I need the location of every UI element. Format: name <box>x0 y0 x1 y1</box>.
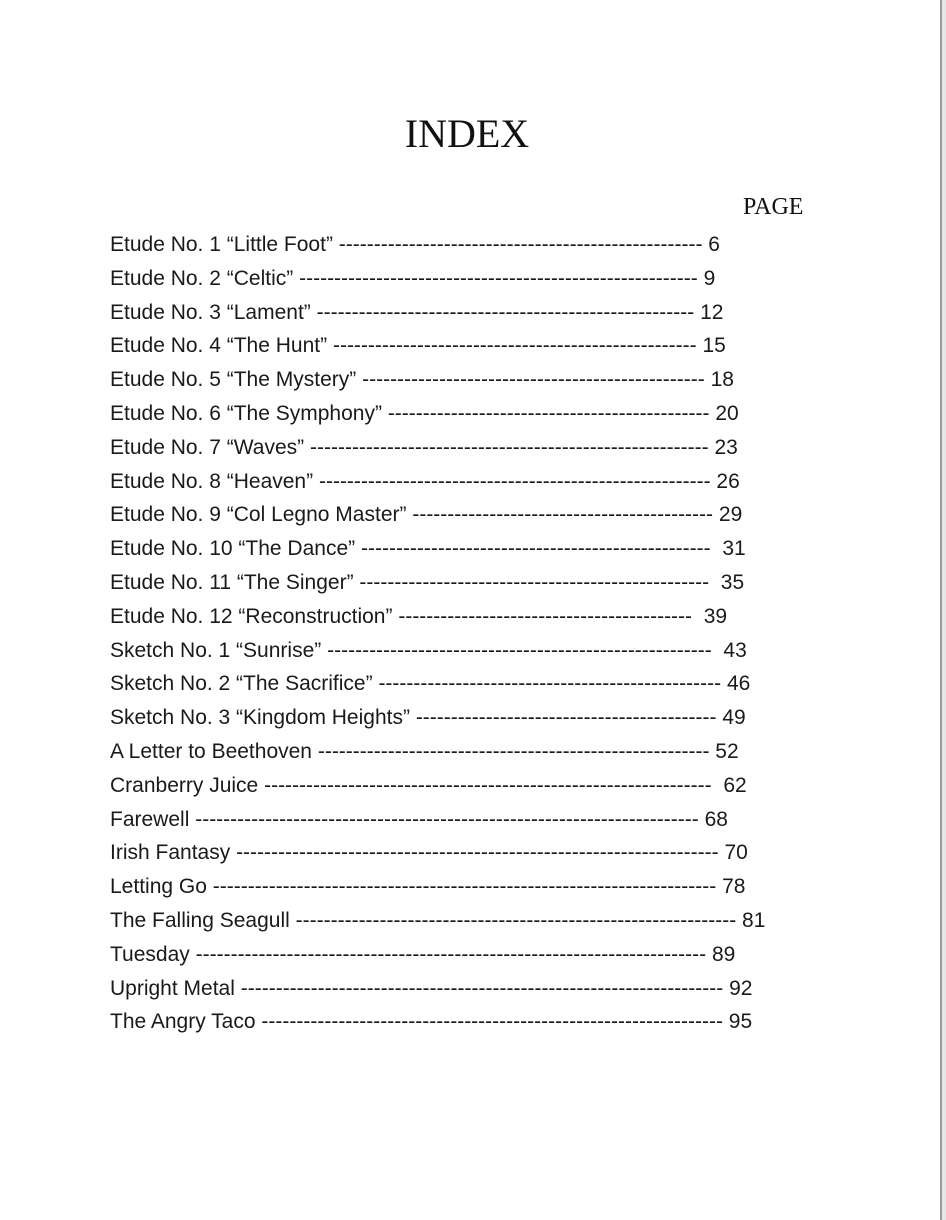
toc-entry-title: Etude No. 12 “Reconstruction” <box>110 604 393 628</box>
toc-entry-leader: ------------------------------------------------------- <box>327 638 712 662</box>
toc-entry-page-number: 62 <box>717 773 747 797</box>
toc-entry-leader: ------------------------------------------------------------------------- <box>195 942 707 966</box>
toc-entry-leader: --------------------------------------------------------------- <box>295 908 737 932</box>
toc-entry-leader: ------------------------------------------------------------------ <box>261 1010 723 1034</box>
toc-entry-page-number: 81 <box>742 908 766 932</box>
toc-entry-leader: -------------------------------------------------- <box>359 570 710 594</box>
toc-entry[interactable] <box>110 566 765 600</box>
toc-entry[interactable] <box>110 329 765 363</box>
toc-entry[interactable] <box>110 735 765 769</box>
toc-entry[interactable] <box>110 938 765 972</box>
toc-entry-title: Etude No. 8 “Heaven” <box>110 469 314 493</box>
toc-entry-leader: ------------------------------------------------------------------------ <box>212 875 717 899</box>
toc-entry-title: Etude No. 9 “Col Legno Master” <box>110 503 407 527</box>
toc-entry-title: Farewell <box>110 807 190 831</box>
toc-entry[interactable] <box>110 803 765 837</box>
page-column-header: PAGE <box>743 194 804 220</box>
toc-entry[interactable] <box>110 600 765 634</box>
toc-entry-page-number: 9 <box>703 266 716 290</box>
toc-entry-title: Etude No. 5 “The Mystery” <box>110 368 357 392</box>
toc-entry-page-number: 89 <box>711 942 736 966</box>
toc-entry-leader: ------------------------------------------------------ <box>316 300 695 324</box>
toc-entry-leader: --------------------------------------------------------- <box>309 435 709 459</box>
toc-entry-title: Sketch No. 1 “Sunrise” <box>110 638 322 662</box>
toc-entry-title: Irish Fantasy <box>110 841 231 865</box>
toc-entry-title: Etude No. 6 “The Symphony” <box>110 401 382 425</box>
toc-entry-page-number: 92 <box>729 976 753 1000</box>
toc-entry-page-number: 26 <box>716 469 740 493</box>
toc-entry-title: Etude No. 1 “Little Foot” <box>110 233 333 256</box>
toc-entry[interactable] <box>110 465 765 499</box>
toc-entry-title: Letting Go <box>110 875 207 899</box>
toc-entry[interactable] <box>110 262 765 296</box>
toc-entry-page-number: 6 <box>708 233 720 256</box>
toc-entry[interactable] <box>110 870 765 904</box>
toc-entry-page-number: 18 <box>710 368 734 392</box>
toc-entry-leader: ---------------------------------------------- <box>387 401 710 425</box>
toc-entry-title: The Angry Taco <box>110 1010 256 1034</box>
toc-entry-title: Cranberry Juice <box>110 773 259 797</box>
table-of-contents <box>110 228 765 1039</box>
toc-entry-title: Upright Metal <box>110 976 235 1000</box>
toc-entry-leader: ---------------------------------------------------------------- <box>264 773 712 797</box>
toc-entry-leader: ------------------------------------------- <box>415 706 717 730</box>
toc-entry-page-number: 29 <box>718 503 743 527</box>
toc-entry-title: Sketch No. 3 “Kingdom Heights” <box>110 706 410 730</box>
toc-entry[interactable] <box>110 228 765 262</box>
toc-entry[interactable] <box>110 972 765 1006</box>
toc-entry-leader: ------------------------------------------- <box>412 503 714 527</box>
toc-entry-title: A Letter to Beethoven <box>110 739 312 763</box>
toc-entry-page-number: 49 <box>722 706 746 730</box>
toc-entry-leader: -------------------------------------------------------- <box>317 739 710 763</box>
toc-entry-leader: ---------------------------------------------------- <box>332 334 697 358</box>
toc-entry-leader: ------------------------------------------ <box>398 604 693 628</box>
toc-entry[interactable] <box>110 1005 765 1039</box>
toc-entry-page-number: 35 <box>714 570 745 594</box>
toc-entry[interactable] <box>110 296 765 330</box>
toc-entry-leader: -------------------------------------------------------- <box>318 469 711 493</box>
toc-entry-leader: --------------------------------------------------------- <box>299 266 698 290</box>
toc-entry-page-number: 39 <box>697 604 728 628</box>
toc-entry-title: The Falling Seagull <box>110 908 290 932</box>
toc-entry-title: Etude No. 4 “The Hunt” <box>110 334 328 358</box>
toc-entry-page-number: 70 <box>724 841 748 865</box>
toc-entry-page-number: 31 <box>716 537 746 561</box>
toc-entry[interactable] <box>110 769 765 803</box>
toc-entry-page-number: 52 <box>715 739 739 763</box>
toc-entry-title: Etude No. 3 “Lament” <box>110 300 311 324</box>
toc-entry-leader: ------------------------------------------------- <box>378 672 722 696</box>
toc-entry-page-number: 95 <box>728 1010 753 1034</box>
toc-entry-leader: ---------------------------------------------------- <box>338 233 703 256</box>
toc-entry-title: Etude No. 10 “The Dance” <box>110 537 356 561</box>
toc-entry-title: Etude No. 2 “Celtic” <box>110 266 294 290</box>
toc-entry-page-number: 23 <box>714 435 738 459</box>
page-gutter <box>942 0 946 1220</box>
toc-entry[interactable] <box>110 836 765 870</box>
toc-entry-page-number: 78 <box>722 875 746 899</box>
toc-entry[interactable] <box>110 667 765 701</box>
toc-entry-title: Sketch No. 2 “The Sacrifice” <box>110 672 373 696</box>
toc-entry-leader: --------------------------------------------------------------------- <box>240 976 724 1000</box>
toc-entry[interactable] <box>110 532 765 566</box>
toc-entry-title: Etude No. 7 “Waves” <box>110 435 305 459</box>
toc-entry-leader: -------------------------------------------------- <box>360 537 711 561</box>
toc-entry-page-number: 20 <box>715 401 739 425</box>
toc-entry[interactable] <box>110 634 765 668</box>
toc-entry-leader: ------------------------------------------------- <box>362 368 705 392</box>
toc-entry[interactable] <box>110 498 765 532</box>
toc-entry-page-number: 68 <box>704 807 728 831</box>
toc-entry-leader: --------------------------------------------------------------------- <box>236 841 719 865</box>
toc-entry[interactable] <box>110 904 765 938</box>
toc-entry-page-number: 46 <box>726 672 751 696</box>
toc-entry[interactable] <box>110 363 765 397</box>
toc-entry[interactable] <box>110 701 765 735</box>
toc-entry-leader: ------------------------------------------------------------------------ <box>195 807 699 831</box>
toc-entry-title: Etude No. 11 “The Singer” <box>110 570 354 594</box>
toc-entry[interactable] <box>110 431 765 465</box>
toc-entry[interactable] <box>110 397 765 431</box>
page-title: INDEX <box>404 111 530 156</box>
toc-entry-page-number: 43 <box>717 638 747 662</box>
toc-entry-page-number: 12 <box>700 300 724 324</box>
toc-entry-title: Tuesday <box>110 942 190 966</box>
toc-entry-page-number: 15 <box>702 334 726 358</box>
